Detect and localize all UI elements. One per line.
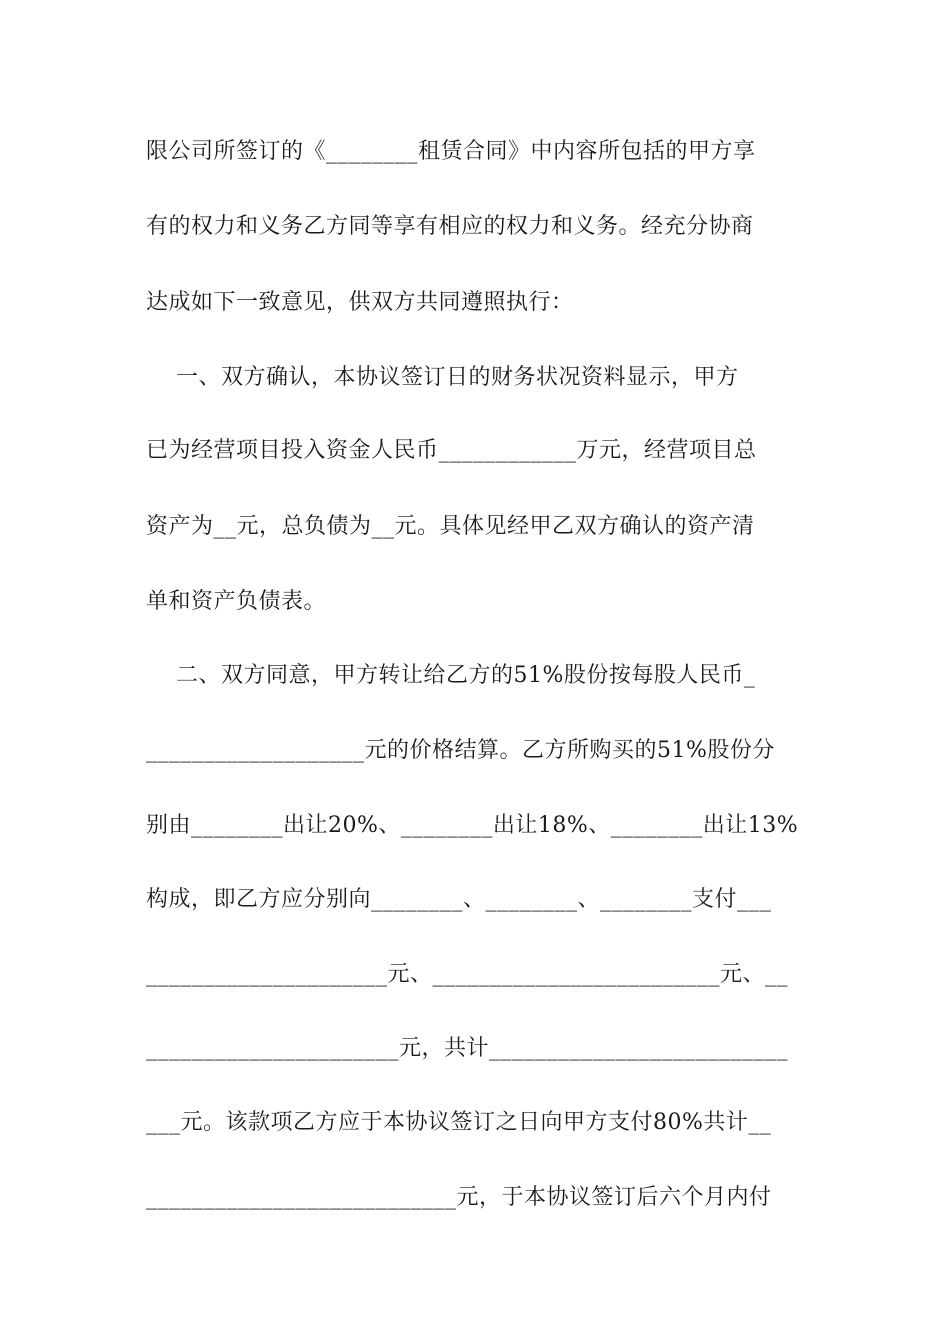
- text-line: ______________________元，共计__________________________: [146, 1036, 789, 1061]
- text-line: 已为经营项目投入资金人民币____________万元，经营项目总: [146, 438, 757, 463]
- text-line: ___元。该款项乙方应于本协议签订之日向甲方支付80%共计__: [146, 1110, 772, 1135]
- text-line: _____________________元、_________________________元、__: [146, 962, 789, 987]
- text-line: ___________________________元，于本协议签订后六个月内付: [146, 1185, 772, 1210]
- text-line: 有的权力和义务乙方同等享有相应的权力和义务。经充分协商: [146, 214, 754, 239]
- text-line: ___________________元的价格结算。乙方所购买的51%股份分: [146, 738, 775, 763]
- text-line: 一、双方确认，本协议签订日的财务状况资料显示，甲方: [146, 365, 739, 390]
- text-line: 资产为__元，总负债为__元。具体见经甲乙双方确认的资产清: [146, 514, 755, 539]
- text-line: 单和资产负债表。: [146, 589, 327, 614]
- text-line: 二、双方同意，甲方转让给乙方的51%股份按每股人民币_: [146, 663, 756, 688]
- text-line: 限公司所签订的《________租赁合同》中内容所包括的甲方享: [146, 139, 756, 164]
- text-line: 达成如下一致意见，供双方共同遵照执行：: [146, 290, 574, 315]
- text-line: 别由________出让20%、________出让18%、________出让13%: [146, 813, 799, 838]
- text-line: 构成，即乙方应分别向________、________、________支付___: [146, 887, 772, 912]
